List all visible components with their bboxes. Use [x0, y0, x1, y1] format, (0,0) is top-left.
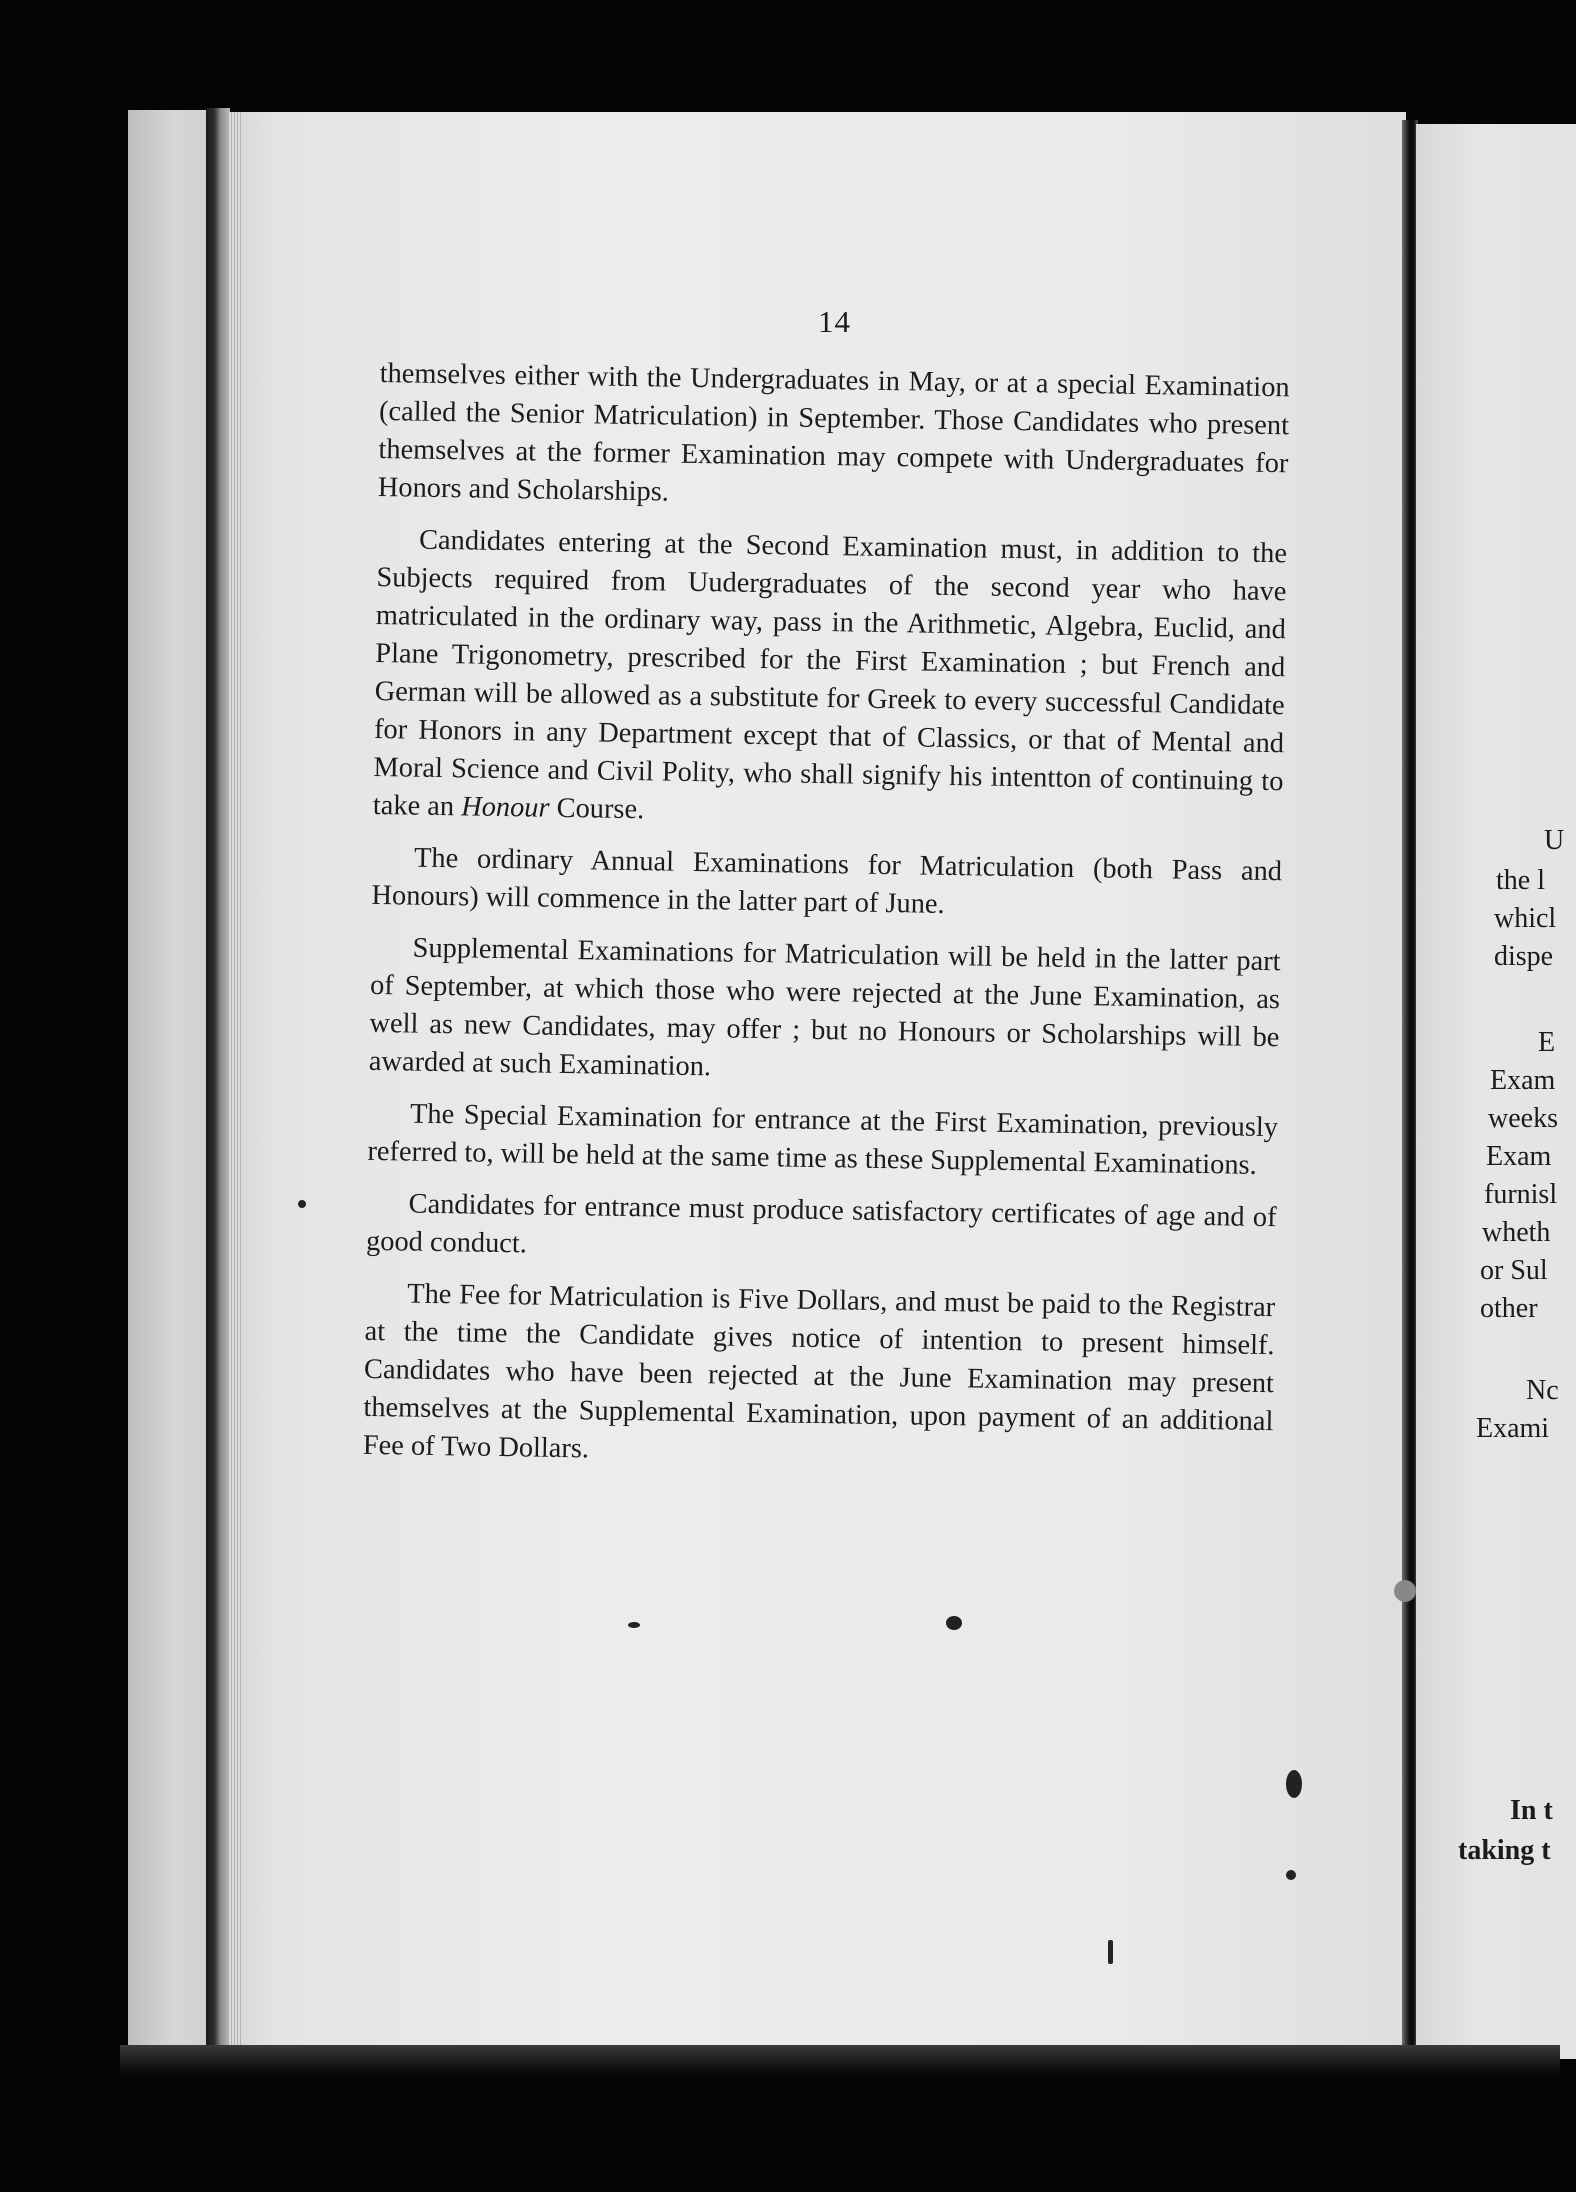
next-page-fragment: other — [1480, 1293, 1538, 1324]
ink-speck — [1394, 1580, 1416, 1602]
ink-speck — [1286, 1870, 1296, 1880]
next-page-fragment: whicl — [1494, 903, 1557, 934]
body-text — [362, 355, 1290, 1493]
next-page-fragment: Exami — [1476, 1413, 1550, 1444]
next-page-fragment: or Sul — [1480, 1255, 1548, 1286]
paragraph-4: Supplemental Examinations for Matriculation will be held in the latter part of September, at which those who were rejected at the June Examination, as well as new Candidates, may offer ; but no Honours or Scholarships will be awarded at such Examination. — [368, 932, 1281, 1083]
bottom-shadow — [120, 2045, 1560, 2075]
previous-page-edge — [128, 110, 218, 2045]
paragraph-3: The ordinary Annual Examinations for Matriculation (both Pass and Honours) will commence in the latter part of June. — [371, 842, 1283, 920]
next-page-fragment: dispe — [1494, 941, 1554, 972]
paragraph-6: Candidates for entrance must produce satisfactory certificates of age and of good conduct. — [365, 1188, 1277, 1260]
page-number: 14 — [818, 304, 851, 339]
next-page-fragment: Exam — [1486, 1141, 1552, 1172]
paragraph-2 — [373, 521, 1288, 839]
paragraph-5: The Special Examination for entrance at the First Examination, previously referred to, will be held at the same time as these Supplemental Examinations. — [367, 1098, 1279, 1181]
next-page-fragment: weeks — [1488, 1103, 1558, 1134]
book-spine — [206, 108, 230, 2053]
next-page-fragment: taking t — [1458, 1835, 1551, 1866]
honour-emphasis: Honour — [460, 791, 550, 824]
paragraph-7: The Fee for Matriculation is Five Dollars, and must be paid to the Registrar at the time the Candidate gives notice of intention to present himself. Candidates who have been rejected at the June Examination may present themselves at the Supplemental Examination, upon payment of an additional Fee of Two Dollars. — [362, 1278, 1276, 1465]
paragraph-2-end: Course. — [556, 792, 645, 826]
next-page-fragment: the l — [1496, 865, 1545, 896]
paragraph-2-text: Candidates entering at the Second Examination must, in addition to the Subjects required from Uudergraduates of the second year who have matriculated in the ordinary way, pass in the Arithmetic, Algebra, Euclid, and Plane Trigonometry, prescribed for the First Examination ; but French and German will be allowed as a substitute for Greek to every successful Candidate for Honors in any Department except that of Classics, or that of Mental and Moral Science and Civil Polity, who shall signify his intentton of continuing to take an — [372, 524, 1288, 823]
page-stack-edge — [228, 112, 242, 2060]
ink-speck — [628, 1622, 640, 1628]
ink-speck — [946, 1616, 962, 1630]
next-page-fragment: In t — [1510, 1795, 1553, 1826]
next-page-fragment: Exam — [1490, 1065, 1556, 1096]
ink-speck — [298, 1200, 306, 1208]
next-page-fragment: E — [1538, 1027, 1556, 1058]
paragraph-1: themselves either with the Undergraduates in May, or at a special Examination (called the Senior Matriculation) in September. Those Candidates who present themselves at the former Examination may compete with Undergraduates for Honors and Scholarships. — [377, 357, 1290, 508]
next-page-fragment: Nc — [1526, 1375, 1559, 1406]
next-page-fragment: furnisl — [1484, 1179, 1558, 1210]
ink-speck — [1286, 1770, 1302, 1798]
next-page-fragment: wheth — [1482, 1217, 1551, 1248]
ink-speck — [1108, 1940, 1113, 1964]
next-page-fragment: U — [1544, 825, 1565, 856]
